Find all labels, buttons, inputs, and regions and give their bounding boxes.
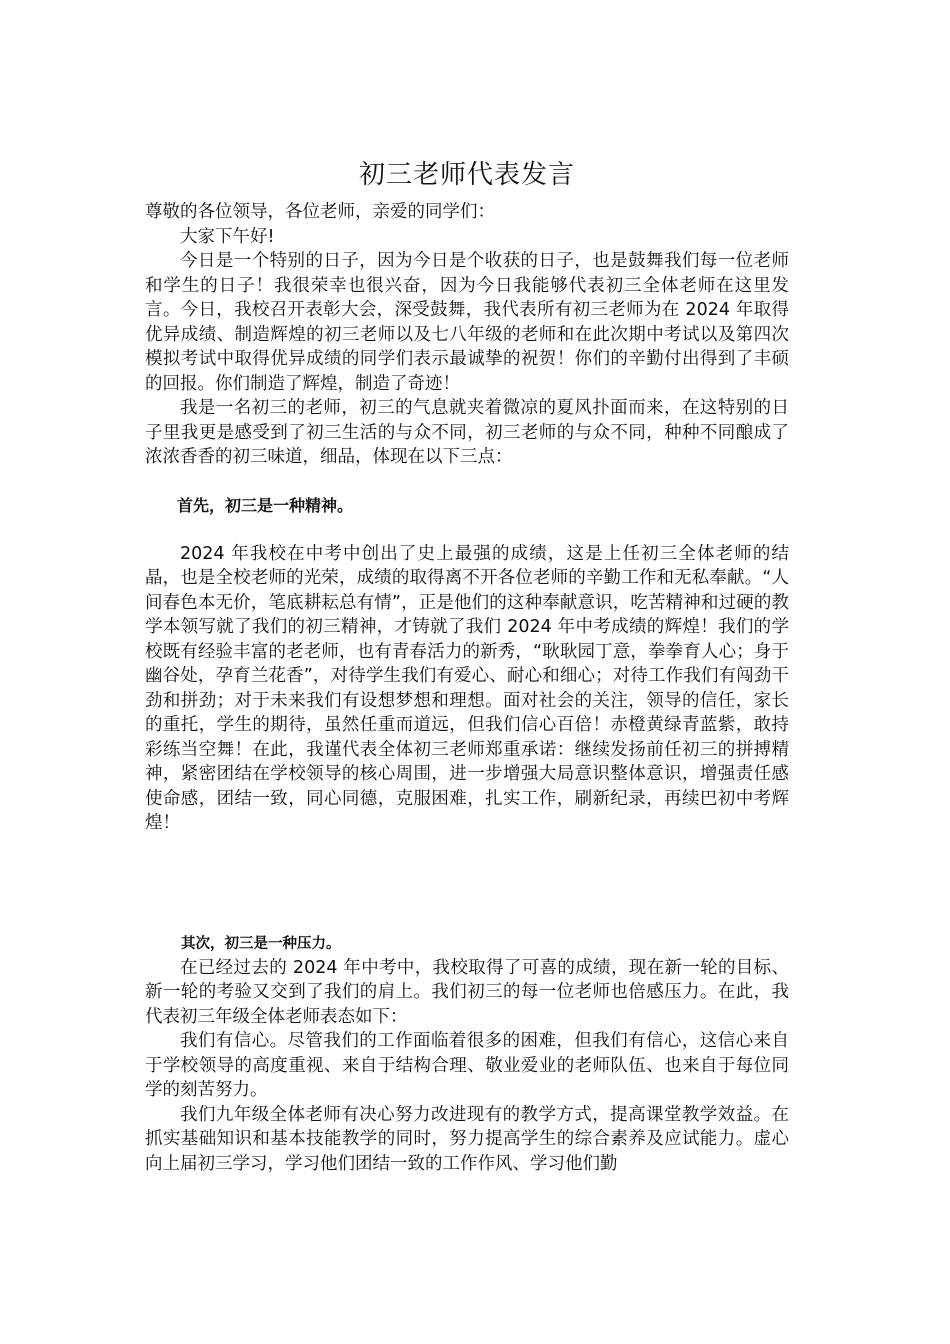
- intro-paragraph-1: 今日是一个特别的日子，因为今日是个收获的日子，也是鼓舞我们每一位老师和学生的日子！我很荣幸也很兴奋，因为今日我能够代表初三全体老师在这里发言。今日，我校召开表彰大会，深受鼓舞，我代表所有初三老师为在 2024 年取得优异成绩、制造辉煌的初三老师以及七八年级的老师和在此次期中考试以及第四次模拟考试中取得优异成绩的同学们表示最诚挚的祝贺！你们的辛勤付出得到了丰硕的回报。你们制造了辉煌，制造了奇迹！: [145, 251, 789, 394]
- section-1-body: 2024 年我校在中考中创出了史上最强的成绩，这是上任初三全体老师的结晶，也是全校老师的光荣，成绩的取得离不开各位老师的辛勤工作和无私奉献。“人间春色本无价，笔底耕耘总有情”，正是他们的这种奉献意识，吃苦精神和过硬的教学本领写就了我们的初三精神，才铸就了我们 2024 年中考成绩的辉煌！我们的学校既有经验丰富的老老师，也有青春活力的新秀，“耿耿园丁意，拳拳育人心；身于幽谷处，孕育兰花香”，对待学生我们有爱心、耐心和细心；对待工作我们有闯劲干劲和拼劲；对于未来我们有设想梦想和理想。面对社会的关注，领导的信任，家长的重托，学生的期待，虽然任重而道远，但我们信心百倍！赤橙黄绿青蓝紫，敢持彩练当空舞！在此，我谨代表全体初三老师郑重承诺：继续发扬前任初三的拼搏精神，紧密团结在学校领导的核心周围，进一步增强大局意识整体意识，增强责任感使命感，团结一致，同心同德，克服困难，扎实工作，刷新纪录，再续巴初中考辉煌！: [145, 543, 789, 833]
- greeting: 大家下午好!: [180, 226, 275, 247]
- section-2-body-2: 我们有信心。尽管我们的工作面临着很多的困难，但我们有信心，这信心来自于学校领导的高度重视、来自于结构合理、敬业爱业的老师队伍、也来自于每位同学的刻苦努力。: [145, 1031, 789, 1100]
- document-title: 初三老师代表发言: [358, 160, 575, 190]
- salutation: 尊敬的各位领导，各位老师，亲爱的同学们：: [145, 202, 495, 222]
- section-2-body-3: 我们九年级全体老师有决心努力改进现有的教学方式，提高课堂教学效益。在抓实基础知识和基本技能教学的同时，努力提高学生的综合素养及应试能力。虚心向上届初三学习，学习他们团结一致的工作作风、学习他们勤: [145, 1104, 789, 1174]
- section-2-body-1: 在已经过去的 2024 年中考中，我校取得了可喜的成绩，现在新一轮的目标、新一轮的考验又交到了我们的肩上。我们初三的每一位老师也倍感压力。在此，我代表初三年级全体老师表态如下：: [145, 957, 789, 1027]
- intro-paragraph-2: 我是一名初三的老师，初三的气息就夹着微凉的夏风扑面而来，在这特别的日子里我更是感受到了初三生活的与众不同，初三老师的与众不同，种种不同酿成了浓浓香香的初三味道，细品，体现在以下三点：: [145, 398, 789, 467]
- document-page: [145, 150, 789, 1176]
- section-1-heading: 首先，初三是一种精神。: [177, 495, 354, 515]
- section-2-heading: 其次，初三是一种压力。: [181, 935, 341, 952]
